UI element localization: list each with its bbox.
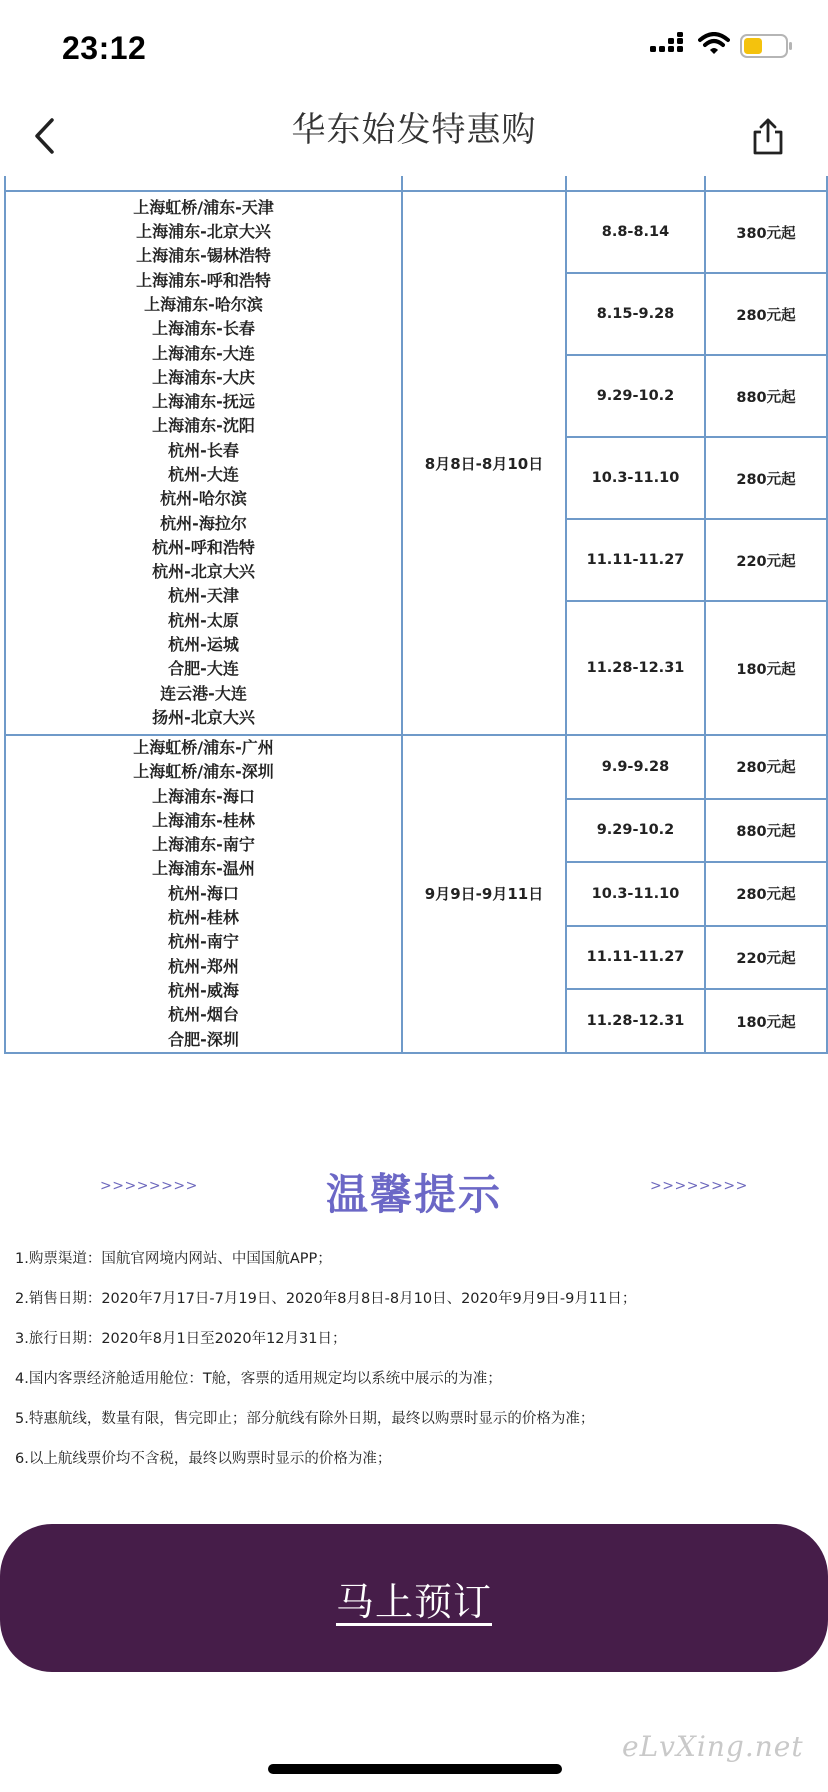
travel-period-cell: 9.29-10.2: [566, 355, 705, 437]
route-item: 杭州-北京大兴: [152, 562, 255, 582]
watermark: eLvXing.net: [622, 1730, 804, 1763]
route-item: 合肥-大连: [168, 659, 239, 679]
route-item: 上海浦东-呼和浩特: [136, 270, 271, 290]
travel-period-cell: 8.8-8.14: [566, 191, 705, 273]
table-cell: [705, 176, 827, 191]
tip-item: 4.国内客票经济舱适用舱位：T舱，客票的适用规定均以系统中展示的为准；: [15, 1371, 502, 1387]
route-item: 上海浦东-大连: [152, 343, 255, 363]
tips-arrows-left: >>>>>>>>: [100, 1178, 198, 1194]
route-item: 合肥-深圳: [168, 1029, 239, 1049]
route-item: 上海浦东-长春: [152, 319, 255, 339]
route-item: 杭州-南宁: [168, 932, 239, 952]
route-item: 扬州-北京大兴: [152, 707, 255, 727]
route-item: 上海浦东-抚远: [152, 392, 255, 412]
book-now-button[interactable]: [0, 1524, 828, 1672]
route-item: 上海虹桥/浦东-天津: [133, 197, 274, 217]
table-cell: [5, 176, 402, 191]
route-item: 连云港-大连: [160, 683, 247, 703]
price-cell: 220元起: [705, 519, 827, 601]
price-cell: 280元起: [705, 273, 827, 355]
travel-period-cell: 10.3-11.10: [566, 862, 705, 926]
price-cell: 280元起: [705, 735, 827, 799]
route-item: 杭州-哈尔滨: [160, 489, 247, 509]
route-item: 杭州-桂林: [168, 908, 239, 928]
travel-period-cell: 11.11-11.27: [566, 519, 705, 601]
table-cell: [402, 176, 566, 191]
route-item: 上海浦东-哈尔滨: [144, 294, 263, 314]
travel-period-cell: 11.11-11.27: [566, 926, 705, 990]
nav-bar: [0, 96, 828, 180]
table-row-partial: [5, 176, 827, 191]
price-cell: 180元起: [705, 601, 827, 735]
route-item: 杭州-天津: [168, 586, 239, 606]
home-indicator[interactable]: [268, 1764, 562, 1774]
wifi-icon: [698, 32, 730, 56]
fares-table: [4, 176, 828, 1054]
route-item: 杭州-长春: [168, 440, 239, 460]
route-item: 上海浦东-海口: [152, 786, 255, 806]
route-list-cell: [5, 191, 402, 735]
price-cell: 280元起: [705, 862, 827, 926]
tip-item: 3.旅行日期：2020年8月1日至2020年12月31日；: [15, 1331, 347, 1347]
price-cell: 220元起: [705, 926, 827, 990]
route-item: 上海虹桥/浦东-深圳: [133, 762, 274, 782]
share-icon: [748, 116, 788, 156]
price-cell: 380元起: [705, 191, 827, 273]
price-cell: 280元起: [705, 437, 827, 519]
tips-list: [15, 1244, 815, 1484]
price-cell: 880元起: [705, 799, 827, 863]
tip-item: 1.购票渠道：国航官网境内网站、中国国航APP；: [15, 1251, 332, 1267]
battery-icon: [740, 34, 794, 58]
tip-item: 6.以上航线票价均不含税，最终以购票时显示的价格为准；: [15, 1451, 392, 1467]
route-item: 杭州-运城: [168, 635, 239, 655]
route-item: 上海浦东-锡林浩特: [136, 246, 271, 266]
travel-period-cell: 9.29-10.2: [566, 799, 705, 863]
route-item: 上海浦东-沈阳: [152, 416, 255, 436]
price-cell: 880元起: [705, 355, 827, 437]
route-item: 杭州-大连: [168, 465, 239, 484]
table-row: [5, 191, 827, 273]
route-item: 上海虹桥/浦东-广州: [133, 738, 274, 757]
tips-title: 温馨提示: [325, 1170, 502, 1219]
price-cell: 180元起: [705, 989, 827, 1053]
route-item: 杭州-威海: [168, 980, 239, 1000]
tip-item: 2.销售日期：2020年7月17日-7月19日、2020年8月8日-8月10日、2020年9月9日-9月11日；: [15, 1291, 637, 1307]
travel-period-cell: 11.28-12.31: [566, 989, 705, 1053]
route-item: 上海浦东-南宁: [152, 835, 255, 855]
route-list-cell: [5, 735, 402, 1053]
route-item: 上海浦东-温州: [152, 859, 255, 879]
route-item: 杭州-呼和浩特: [152, 537, 255, 557]
travel-period-cell: 11.28-12.31: [566, 601, 705, 735]
route-item: 上海浦东-大庆: [152, 367, 255, 387]
tips-arrows-right: >>>>>>>>: [650, 1178, 748, 1194]
route-item: 上海浦东-北京大兴: [136, 222, 271, 242]
tips-heading: [0, 1158, 828, 1218]
tip-item: 5.特惠航线，数量有限，售完即止；部分航线有除外日期，最终以购票时显示的价格为准；: [15, 1411, 595, 1427]
route-item: 上海浦东-桂林: [152, 810, 255, 830]
page-title: 华东始发特惠购: [291, 110, 537, 150]
route-item: 杭州-太原: [168, 610, 239, 630]
travel-period-cell: 10.3-11.10: [566, 437, 705, 519]
sale-dates-cell: 8月8日-8月10日: [402, 191, 566, 735]
route-item: 杭州-海口: [168, 883, 239, 903]
table-row: [5, 735, 827, 799]
table-cell: [566, 176, 705, 191]
route-item: 杭州-海拉尔: [160, 513, 247, 533]
book-now-label: 马上预订: [335, 1579, 492, 1624]
status-bar: [0, 0, 828, 96]
travel-period-cell: 8.15-9.28: [566, 273, 705, 355]
signal-icon: [650, 32, 686, 56]
status-time: 23:12: [62, 30, 147, 66]
route-item: 杭州-烟台: [168, 1005, 239, 1025]
sale-dates-cell: 9月9日-9月11日: [402, 735, 566, 1053]
travel-period-cell: 9.9-9.28: [566, 735, 705, 799]
share-button[interactable]: [742, 110, 794, 162]
route-item: 杭州-郑州: [168, 956, 239, 976]
